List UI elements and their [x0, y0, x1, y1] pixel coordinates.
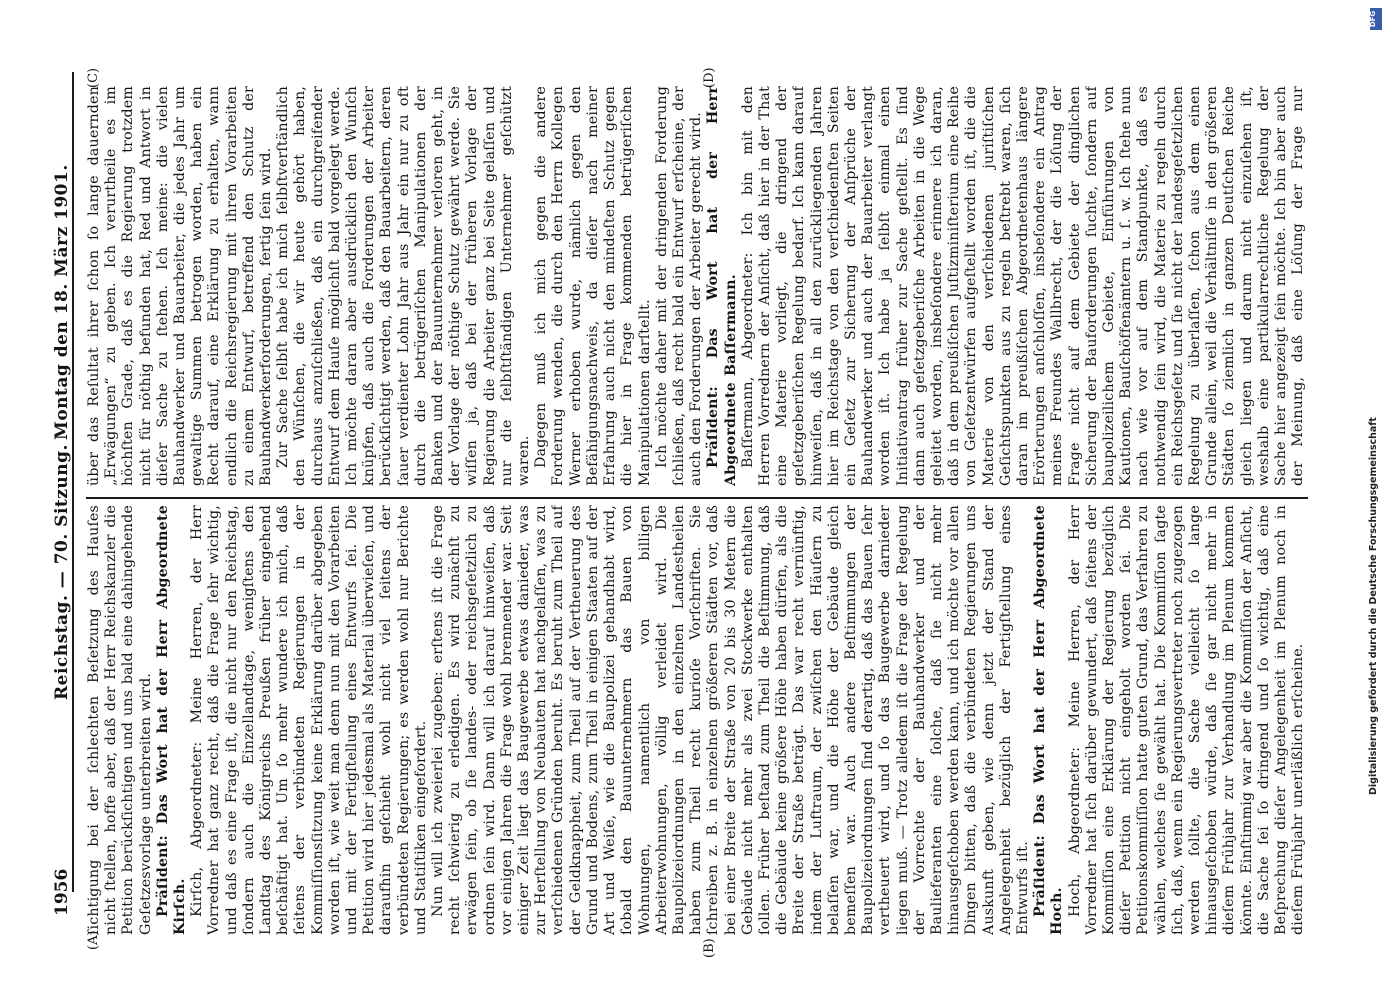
page-number: 1956 [52, 868, 72, 916]
paragraph: Kirſch, Abgeordneter: Meine Herren, der Herr Vorredner hat ganz recht, daß die Frage ſehr wichtig, und daß es eine Frage iſt, die nicht nur den Reichstag, ſondern auch die Einzellandtage, wenigſtens den Landtag des Königreichs Preußen früher eingehend beſchäftigt hat. Um ſo mehr wundere ich mich, daß ſeitens der verbündeten Regierungen in der Kommiſſionsſitzung keine Erklärung darüber abgegeben worden iſt, wie weit man denn nun mit den Vorarbeiten und mit der Fertigſtellung eines Entwurfs ſei. Die Petition wird hier jedesmal als Material überwieſen, und daraufhin geſchieht wohl nicht viel ſeitens der verbündeten Regierungen; es werden wohl nur Berichte und Statiſtiken eingefordert. [189, 505, 429, 935]
paragraph: Baſſermann, Abgeordneter: Ich bin mit den Herren Vorrednern der Anſicht, daß hier in der That eine Materie vorliegt, die dringend der geſetzgeberiſchen Regelung bedarf. Ich kann darauf hinweiſen, daß in all den zurückliegenden Jahren hier im Reichstage von den verſchiedenſten Seiten ein Geſetz zur Sicherung der Anſprüche der Bauhandwerker und auch der Bauarbeiter verlangt worden iſt. Ich habe ja ſelbſt einmal einen Initiativantrag früher zur Sache geſtellt. Es ſind dann auch geſetzgeberiſche Arbeiten in die Wege geleitet worden, insbeſondere erinnere ich daran, daß in dem preußiſchen Juſtizminiſterium eine Reihe von Geſetzentwürfen aufgeſtellt worden iſt, die die Materie von den verſchiedenen juriſtiſchen Geſichtspunkten aus zu regeln beſtrebt waren, ſich daran im preußiſchen Abgeordnetenhaus längere Erörterungen anſchloſſen, insbeſondere ein Antrag meines Freundes Wallbrecht, der die Löſung der Frage nicht auf dem Gebiete der dinglichen Sicherung der Bauforderungen ſuchte, ſondern auf baupolizeilichem Gebiete, Einführungen von Kautionen, Bauſchöffenämtern u. ſ. w. Ich ſtehe nun nach wie vor auf dem Standpunkte, daß es nothwendig ſein wird, die Materie zu regeln durch ein Reichsgeſetz und ſie nicht der landesgeſetzlichen Regelung zu überlaſſen, ſchon aus dem einen Grunde allein, weil die Verhältniſſe in den größeren Städten ſo ziemlich in ganzen Deutſchen Reiche gleich liegen und darum nicht einzuſehen iſt, weshalb eine partikularrechtliche Regelung der Sache hier angezeigt ſein möchte. Ich bin aber auch der Meinung, daß eine Löſung der Frage nur [739, 86, 1307, 486]
paragraph: Ich möchte daher mit der dringenden Forderung ſchließen, daß recht bald ein Entwurf erſcheine, der auch den Forderungen der Arbeiter gerecht wird. [653, 86, 705, 486]
paragraph: Hoch, Abgeordneter: Meine Herren, der Herr Vorredner hat ſich darüber gewundert, daß ſeitens der Kommiſſion eine Erklärung der Regierung bezüglich dieſer Petition nicht eingeholt worden ſei. Die Petitionskommiſſion hatte guten Grund, das Verfahren zu wählen, welches ſie gewählt hat. Die Kommiſſion ſagte ſich, daß, wenn ein Regierungsvertreter noch zugezogen werden ſollte, die Sache vielleicht ſo lange hinausgeſchoben würde, daß ſie gar nicht mehr in dieſem Frühjahr zur Verhandlung im Plenum kommen könnte. Einſtimmig war aber die Kommiſſion der Anſicht, die Sache ſei ſo dringend und ſo wichtig, daß eine Beſprechung dieſer Angelegenheit im Plenum noch in dieſem Frühjahr unerläßlich erſcheine. [1066, 505, 1307, 935]
paragraph: Zur Sache ſelbſt habe ich mich ſelbſtverſtändlich den Wünſchen, die wir heute gehört haben, durchaus anzuſchließen, daß ein durchgreifender Entwurf dem Hauſe möglichſt bald vorgelegt werde. Ich möchte daran aber ausdrücklich den Wunſch knüpfen, daß auch die Forderungen der Arbeiter berückſichtigt werden, daß den Bauarbeitern, deren ſauer verdienter Lohn Jahr aus Jahr ein nur zu oft durch die betrügeriſchen Manipulationen der Banken und der Bauunternehmer verloren geht, in der Vorlage der nöthige Schutz gewährt werde. Sie wiſſen ja, daß bei der früheren Vorlage der Regierung die Arbeiter ganz bei Seite gelaſſen und nur die ſelbſtſtändigen Unternehmer geſchützt waren. [275, 86, 533, 486]
digitization-credit: Digitalisierung gefördert durch die Deutsche Forschungsgemeinschaft [1368, 417, 1379, 795]
paragraph [1307, 505, 1308, 935]
column-divider [86, 497, 1308, 499]
dfg-logo-icon: DFG [1370, 8, 1382, 30]
header-rule [72, 72, 74, 892]
margin-marker-c: (C) [86, 67, 101, 88]
paragraph: ſichtigung bei der ſchlechten Beſetzung des Hauſes nicht ſtellen, hoffe aber, daß der Herr Reichskanzler die Petition berückſichtigen und uns bald eine dahingehende Geſetzesvorlage unterbreiten wird. [86, 505, 154, 935]
paragraph: Präſident: Das Wort hat der Herr Abgeordnete Kirſch. [154, 505, 189, 935]
paragraph: Dagegen muß ich mich gegen die andere Forderung wenden, die durch den Herrn Kollegen Werner erhoben wurde, nämlich gegen den Befähigungsnachweis, da dieſer nach meiner Erfahrung auch nicht den mindeſten Schutz gegen die hier in Frage kommenden betrügeriſchen Manipulationen darſtellt. [533, 86, 653, 486]
margin-marker-d: (D) [702, 67, 717, 88]
text-column-left [86, 505, 1308, 935]
paragraph: Präſident: Das Wort hat der Herr Abgeordnete Hoch. [1032, 505, 1066, 935]
running-head-left: Reichstag. — 70. Sitzung. [52, 444, 72, 700]
paragraph: Nun will ich zweierlei zugeben: erſtens iſt die Frage recht ſchwierig zu erledigen. Es wird zunächſt zu erwägen ſein, ob ſie landes- oder reichsgeſetzlich zu ordnen ſein wird. Dann will ich darauf hinweiſen, daß vor einigen Jahren die Frage wohl brennender war. Seit einiger Zeit liegt das Baugewerbe etwas danieder, was zur Herſtellung von Neubauten hat nachgelaſſen, was zu verſchiedenen Gründen beruht. Es beruht zum Theil auf der Geldknappheit, zum Theil auf der Vertheuerung des Grund und Bodens, zum Theil in einigen Staaten auf der Art und Weiſe, wie die Baupolizei gehandhabt wird, ſobald den Bauunternehmern das Bauen von Wohnungen, namentlich von billigen Arbeiterwohnungen, völlig verleidet wird. Die Baupolizeiordnungen in den einzelnen Landestheilen haben zum Theil recht kurioſe Vorſchriften. Sie ſchreiben z. B. in einzelnen größeren Städten vor, daß bei einer Breite der Straße von 20 bis 30 Metern die Gebäude nicht mehr als zwei Stockwerke enthalten ſollen. Früher beſtand zum Theil die Beſtimmung, daß die Gebäude keine größere Höhe haben dürfen, als die Breite der Straße beträgt. Das war recht vernünftig, indem der Luftraum, der zwiſchen den Häuſern zu belaſſen war, und die Höhe der Gebäude gleich bemeſſen war. Auch andere Beſtimmungen der Baupolizeiordnungen ſind derartig, daß das Bauen ſehr vertheuert wird, und ſo das Baugewerbe darnieder liegen muß. — Trotz alledem iſt die Frage der Regelung der Vorrechte der Bauhandwerker und der Baulieferanten eine ſolche, daß ſie nicht mehr hinausgeſchoben werden kann, und ich möchte vor allen Dingen bitten, daß die verbündeten Regierungen uns Auskunft geben, wie denn jetzt der Stand der Angelegenheit bezüglich der Fertigſtellung eines Entwurfs iſt. [430, 505, 1031, 935]
running-head-right: Montag den 18. März 1901. [52, 164, 72, 440]
text-column-right [86, 86, 1308, 486]
margin-marker-a: (A) [86, 930, 101, 950]
paragraph: Präſident: Das Wort hat der Herr Abgeordnete Baſſermann. [705, 86, 739, 486]
margin-marker-b: (B) [702, 938, 717, 958]
paragraph: über das Reſultat ihrer ſchon ſo lange dauernden „Erwägungen“ zu geben. Ich verurtheile es im höchſten Grade, daß es die Regierung trotzdem nicht für nöthig befunden hat, Red und Antwort in dieſer Sache zu ſtehen. Ich meine: die vielen Bauhandwerker und Bauarbeiter, die jedes Jahr um gewaltige Summen betrogen worden, haben ein Recht darauf, eine Erklärung zu erhalten, wann endlich die Reichsregierung mit ihren Vorarbeiten zu einem Entwurf, betreffend den Schutz der Bauhandwerkerforderungen, fertig ſein wird. [86, 86, 275, 486]
